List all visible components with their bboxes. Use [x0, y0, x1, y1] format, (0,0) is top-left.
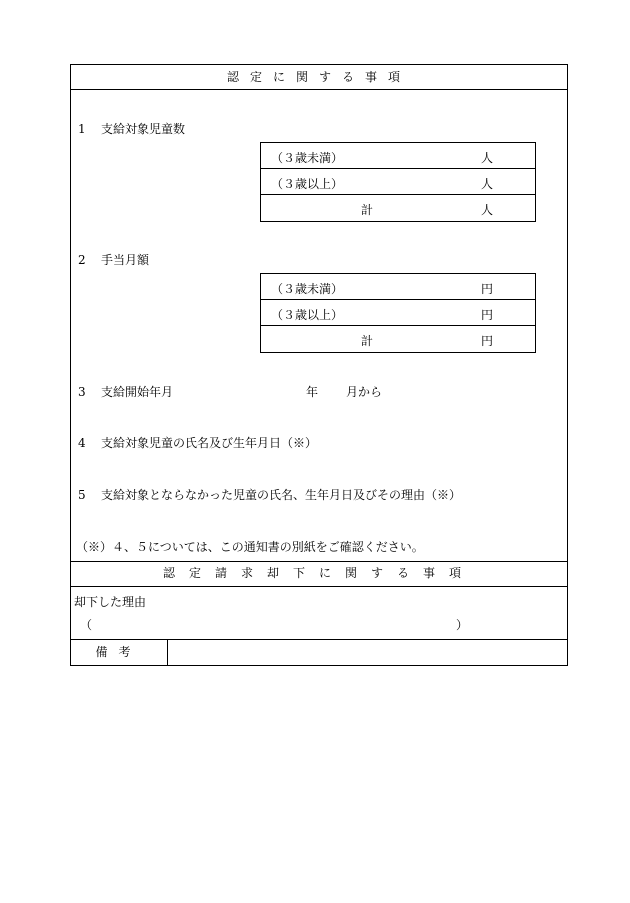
footnote: （※）４、５については、この通知書の別紙をご確認ください。: [76, 540, 424, 554]
over3-label: （３歳以上）: [271, 177, 344, 191]
item2-label: 手当月額: [101, 253, 150, 267]
item1-number: 1: [78, 122, 86, 136]
item5-number: 5: [78, 488, 86, 502]
child-count-table: [260, 142, 536, 222]
item1-label: 支給対象児童数: [101, 122, 186, 136]
item3-number: 3: [78, 385, 86, 399]
remarks-divider: [70, 639, 568, 640]
section2-title: 認定請求却下に関する事項: [162, 566, 475, 580]
over3-label: （３歳以上）: [271, 308, 344, 322]
item4-number: 4: [78, 436, 86, 450]
total-label: 計: [361, 334, 374, 348]
remarks-label: 備考: [95, 645, 142, 659]
total-label: 計: [361, 203, 374, 217]
table-row: [261, 195, 535, 221]
unit-person: 人: [481, 203, 494, 217]
item3-label: 支給開始年月: [101, 385, 174, 399]
under3-label: （３歳未満）: [271, 282, 344, 296]
table-row: [261, 169, 535, 195]
table-row: [261, 326, 535, 352]
remarks-column-divider: [167, 639, 168, 666]
section1-title: 認定に関する事項: [226, 70, 411, 84]
section-divider: [70, 561, 568, 562]
year-label: 年: [306, 385, 319, 399]
unit-person: 人: [481, 177, 494, 191]
unit-yen: 円: [481, 308, 494, 322]
month-from-label: 月から: [346, 385, 383, 399]
allowance-table: [260, 273, 536, 353]
header-divider: [70, 89, 568, 90]
paren-close: ）: [456, 618, 469, 632]
table-row: [261, 274, 535, 300]
paren-open: （: [80, 618, 93, 632]
unit-person: 人: [481, 151, 494, 165]
unit-yen: 円: [481, 282, 494, 296]
table-row: [261, 300, 535, 326]
table-row: [261, 143, 535, 169]
unit-yen: 円: [481, 334, 494, 348]
rejection-reason-label: 却下した理由: [74, 595, 147, 609]
under3-label: （３歳未満）: [271, 151, 344, 165]
item2-number: 2: [78, 253, 86, 267]
section2-header-divider: [70, 586, 568, 587]
item4-label: 支給対象児童の氏名及び生年月日（※）: [101, 436, 318, 450]
item5-label: 支給対象とならなかった児童の氏名、生年月日及びその理由（※）: [101, 488, 462, 502]
